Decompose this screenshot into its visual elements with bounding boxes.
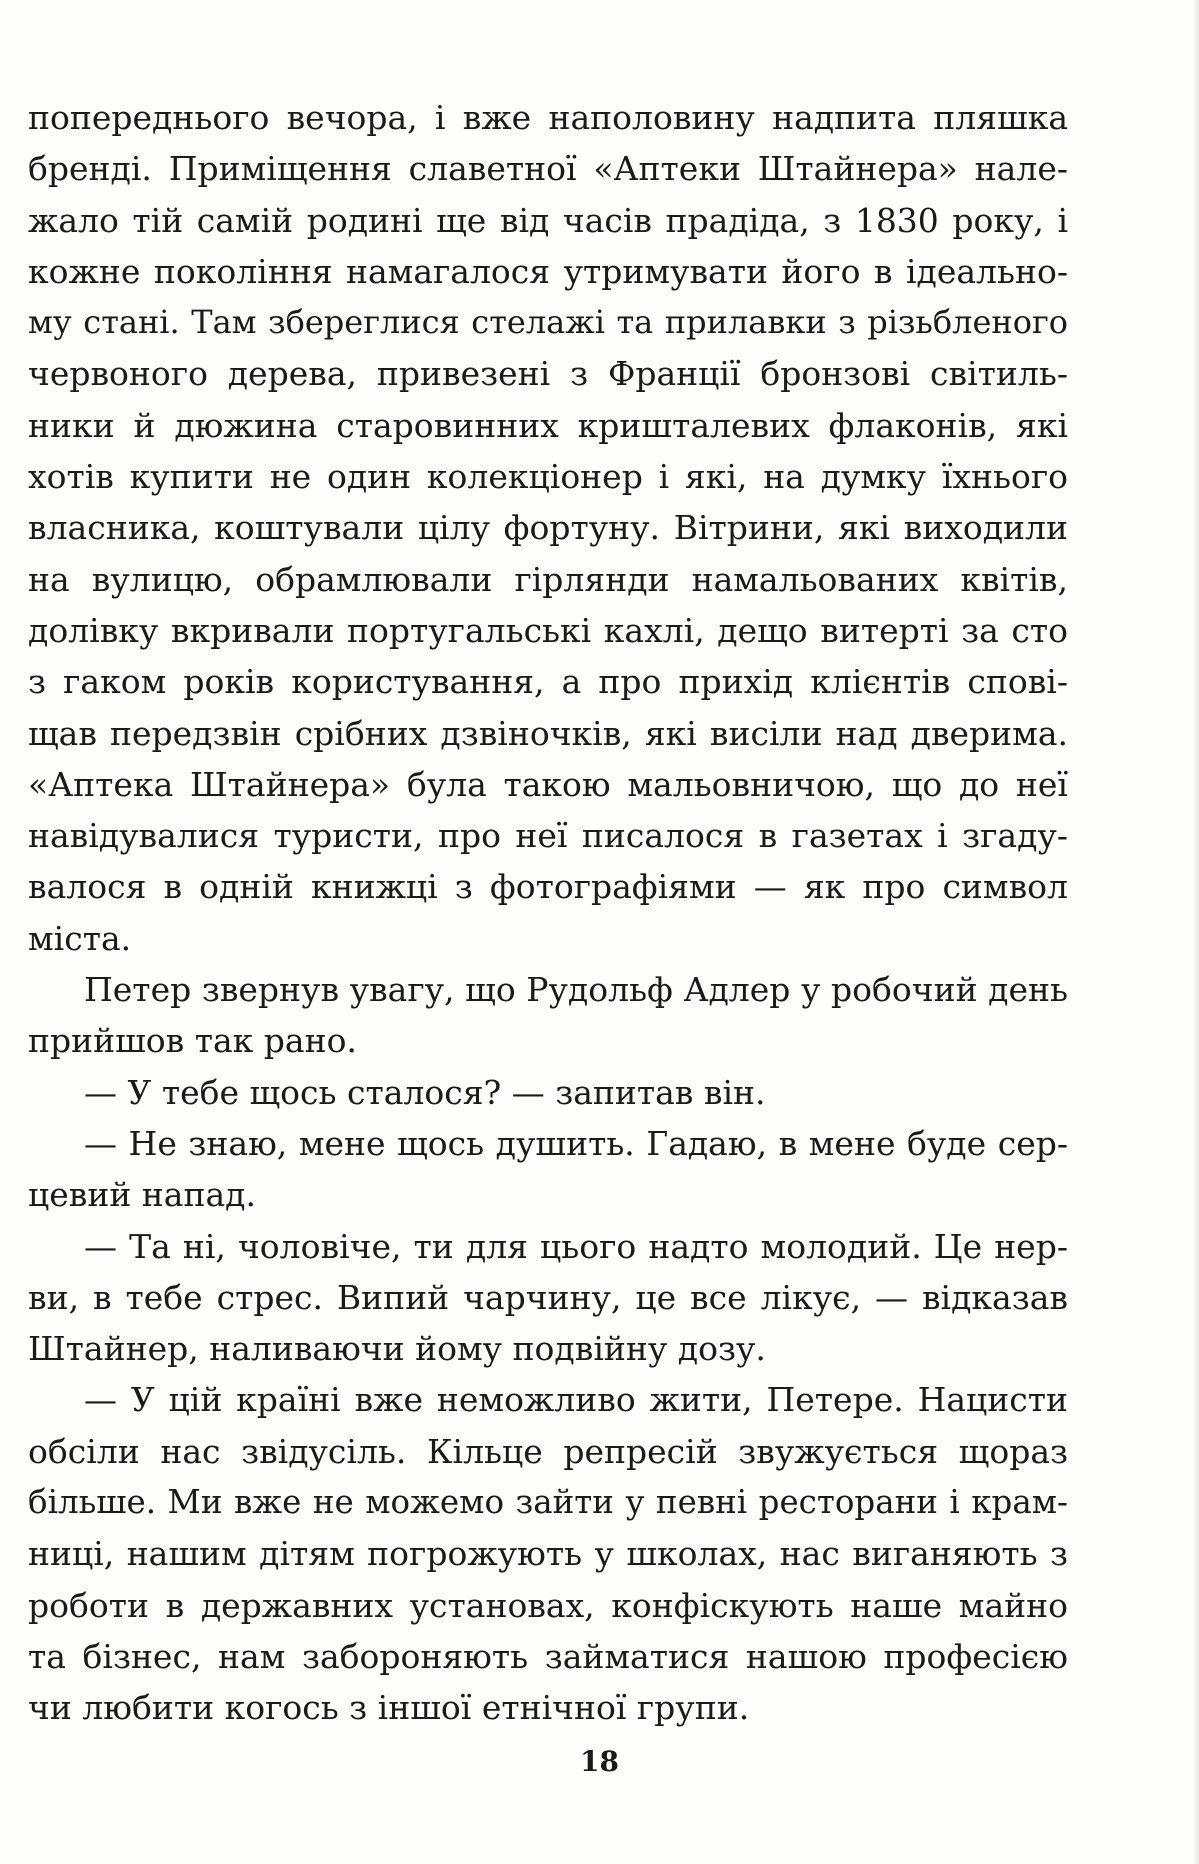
paragraph-1 (28, 92, 1068, 964)
text-line: на вулицю, обрамлювали гірлянди намальованих квітів, (28, 559, 1068, 599)
paragraph-4 (28, 1118, 1068, 1221)
text-line: ниці, нашим дітям погрожують у школах, нас виганяють з (28, 1534, 1068, 1574)
text-line: кожне покоління намагалося утримувати його в ідеально- (28, 251, 1068, 291)
text-line: Штайнер, наливаючи йому подвійну дозу. (28, 1329, 766, 1369)
text-line: прийшов так рано. (28, 1021, 357, 1061)
text-line: власника, коштували цілу фортуну. Вітрини, які виходили (28, 508, 1068, 548)
paragraph-6 (28, 1374, 1068, 1733)
text-line: червоного дерева, привезені з Франції бронзові світиль- (28, 354, 1068, 394)
paragraph-2 (28, 964, 1068, 1067)
text-line: цевий напад. (28, 1175, 256, 1215)
text-line: навідувалися туристи, про неї писалося в газетах і згаду- (28, 816, 1068, 856)
text-line: хотів купити не один колекціонер і які, на думку їхнього (28, 457, 1068, 497)
text-line: — У цій країні вже неможливо жити, Петере. Нацисти (84, 1380, 1068, 1420)
text-line: обсіли нас звідусіль. Кільце репресій звужується щораз (28, 1431, 1068, 1471)
text-line: та бізнес, нам забороняють займатися нашою професією (28, 1636, 1068, 1676)
paragraph-5 (28, 1221, 1068, 1375)
body-text (28, 92, 1068, 1734)
text-line: з гаком років користування, а про прихід клієнтів спові- (28, 662, 1068, 702)
text-line: чи любити когось з іншої етнічної групи. (28, 1688, 750, 1728)
text-line: «Аптека Штайнера» була такою мальовничою, що до неї (28, 764, 1068, 804)
text-line: більше. Ми вже не можемо зайти у певні ресторани і крам- (28, 1483, 1068, 1522)
text-line: міста. (28, 918, 132, 958)
text-line: ви, в тебе стрес. Випий чарчину, це все лікує, — відказав (28, 1277, 1068, 1317)
text-line: Петер звернув увагу, що Рудольф Адлер у робочий день (84, 970, 1068, 1010)
text-line: му стані. Там збереглися стелажі та прилавки з різьбленого (28, 303, 1068, 342)
text-line: роботи в державних установах, конфіскують наше майно (28, 1585, 1068, 1625)
page-number: 18 (580, 1745, 619, 1778)
paragraph-3 (28, 1067, 1068, 1118)
text-line: попереднього вечора, і вже наполовину надпита пляшка (28, 98, 1068, 137)
text-line: — Не знаю, мене щось душить. Гадаю, в мене буде сер- (84, 1123, 1068, 1163)
text-line: щав передзвін срібних дзвіночків, які висіли над дверима. (28, 713, 1068, 753)
text-line: долівку вкривали португальські кахлі, дещо витерті за сто (28, 610, 1068, 650)
page-edge (1193, 0, 1199, 1864)
text-line: валося в одній книжці з фотографіями — як про символ (28, 867, 1068, 907)
text-line: жало тій самій родині ще від часів прадіда, з 1830 року, і (28, 200, 1068, 240)
text-line: ники й дюжина старовинних кришталевих флаконів, які (28, 405, 1068, 445)
text-line: — Та ні, чоловіче, ти для цього надто молодий. Це нер- (84, 1226, 1068, 1266)
text-line: — У тебе щось сталося? — запитав він. (84, 1072, 766, 1112)
text-line: бренді. Приміщення славетної «Аптеки Штайнера» нале- (28, 149, 1068, 189)
